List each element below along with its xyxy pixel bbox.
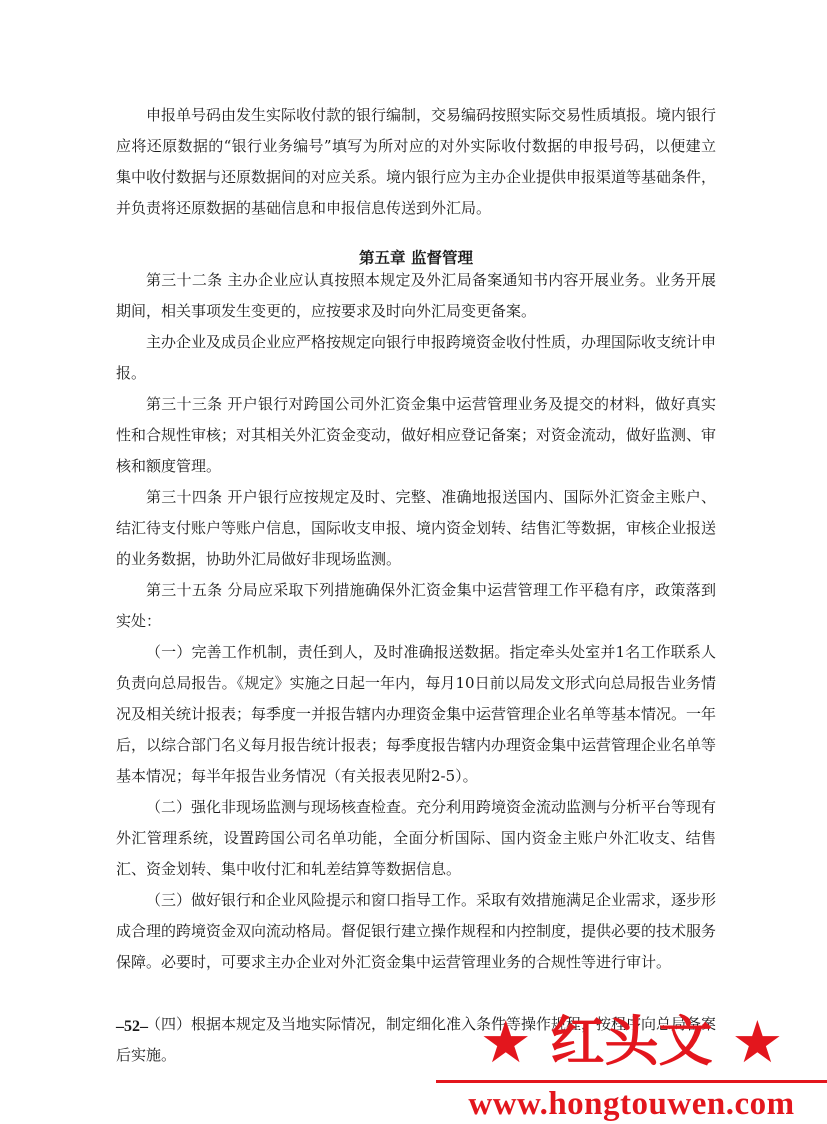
- declaration-paragraph: 主办企业及成员企业应严格按规定向银行申报跨境资金收付性质，办理国际收支统计申报。: [116, 333, 717, 382]
- star-icon: ★: [731, 1008, 784, 1076]
- measure-2-paragraph: （二）强化非现场监测与现场核查检查。充分利用跨境资金流动监测与分析平台等现有外汇管理系统，设置跨国公司名单功能，全面分析国际、国内资金主账户外汇收支、结售汇、资金划转、集中收付汇和轧差结算等数据信息。: [116, 798, 717, 878]
- measure-1-paragraph: （一）完善工作机制，责任到人，及时准确报送数据。指定牵头处室并1名工作联系人负责向总局报告。《规定》实施之日起一年内，每月10日前以局发文形式向总局报告业务情况及相关统计报表；每季度一并报告辖内办理资金集中运营管理企业名单等基本情况。一年后，以综合部门名义每月报告统计报表；每季度报告辖内办理资金集中运营管理企业名单等基本情况；每半年报告业务情况（有关报表见附2-5）。: [116, 643, 717, 785]
- watermark-divider: [436, 1080, 827, 1083]
- article-32-paragraph: 第三十二条 主办企业应认真按照本规定及外汇局备案通知书内容开展业务。业务开展期间，相关事项发生变更的，应按要求及时向外汇局变更备案。: [116, 271, 716, 320]
- star-icon: ★: [479, 1008, 532, 1076]
- watermark: [436, 1006, 827, 1123]
- article-34-paragraph: 第三十四条 开户银行应按规定及时、完整、准确地报送国内、国际外汇资金主账户、结汇待支付账户等账户信息，国际收支申报、境内资金划转、结售汇等数据，审核企业报送的业务数据，协助外汇局做好非现场监测。: [116, 488, 717, 568]
- article-33-paragraph: 第三十三条 开户银行对跨国公司外汇资金集中运营管理业务及提交的材料，做好真实性和合规性审核；对其相关外汇资金变动，做好相应登记备案；对资金流动，做好监测、审核和额度管理。: [116, 395, 717, 475]
- watermark-title-text: 红头文: [550, 1010, 713, 1073]
- watermark-title: [436, 1006, 827, 1078]
- page-number: –52–: [116, 1018, 148, 1035]
- watermark-url: www.hongtouwen.com: [468, 1086, 795, 1122]
- measure-3-paragraph: （三）做好银行和企业风险提示和窗口指导工作。采取有效措施满足企业需求，逐步形成合理的跨境资金双向流动格局。督促银行建立操作规程和内控制度，提供必要的技术服务保障。必要时，可要求主办企业对外汇资金集中运营管理业务的合规性等进行审计。: [116, 891, 717, 971]
- measure-4-paragraph: （四）根据本规定及当地实际情况，制定细化准入条件等操作规程，按程序向总局备案后实施。: [116, 1015, 717, 1064]
- intro-paragraph: 申报单号码由发生实际收付款的银行编制，交易编码按照实际交易性质填报。境内银行应将还原数据的“银行业务编号”填写为所对应的对外实际收付数据的申报号码，以便建立集中收付数据与还原数据间的对应关系。境内银行应为主办企业提供申报渠道等基础条件，并负责将还原数据的基础信息和申报信息传送到外汇局。: [116, 106, 717, 217]
- article-35-paragraph: 第三十五条 分局应采取下列措施确保外汇资金集中运营管理工作平稳有序，政策落到实处：: [116, 581, 716, 630]
- chapter-title: 第五章 监督管理: [359, 249, 473, 267]
